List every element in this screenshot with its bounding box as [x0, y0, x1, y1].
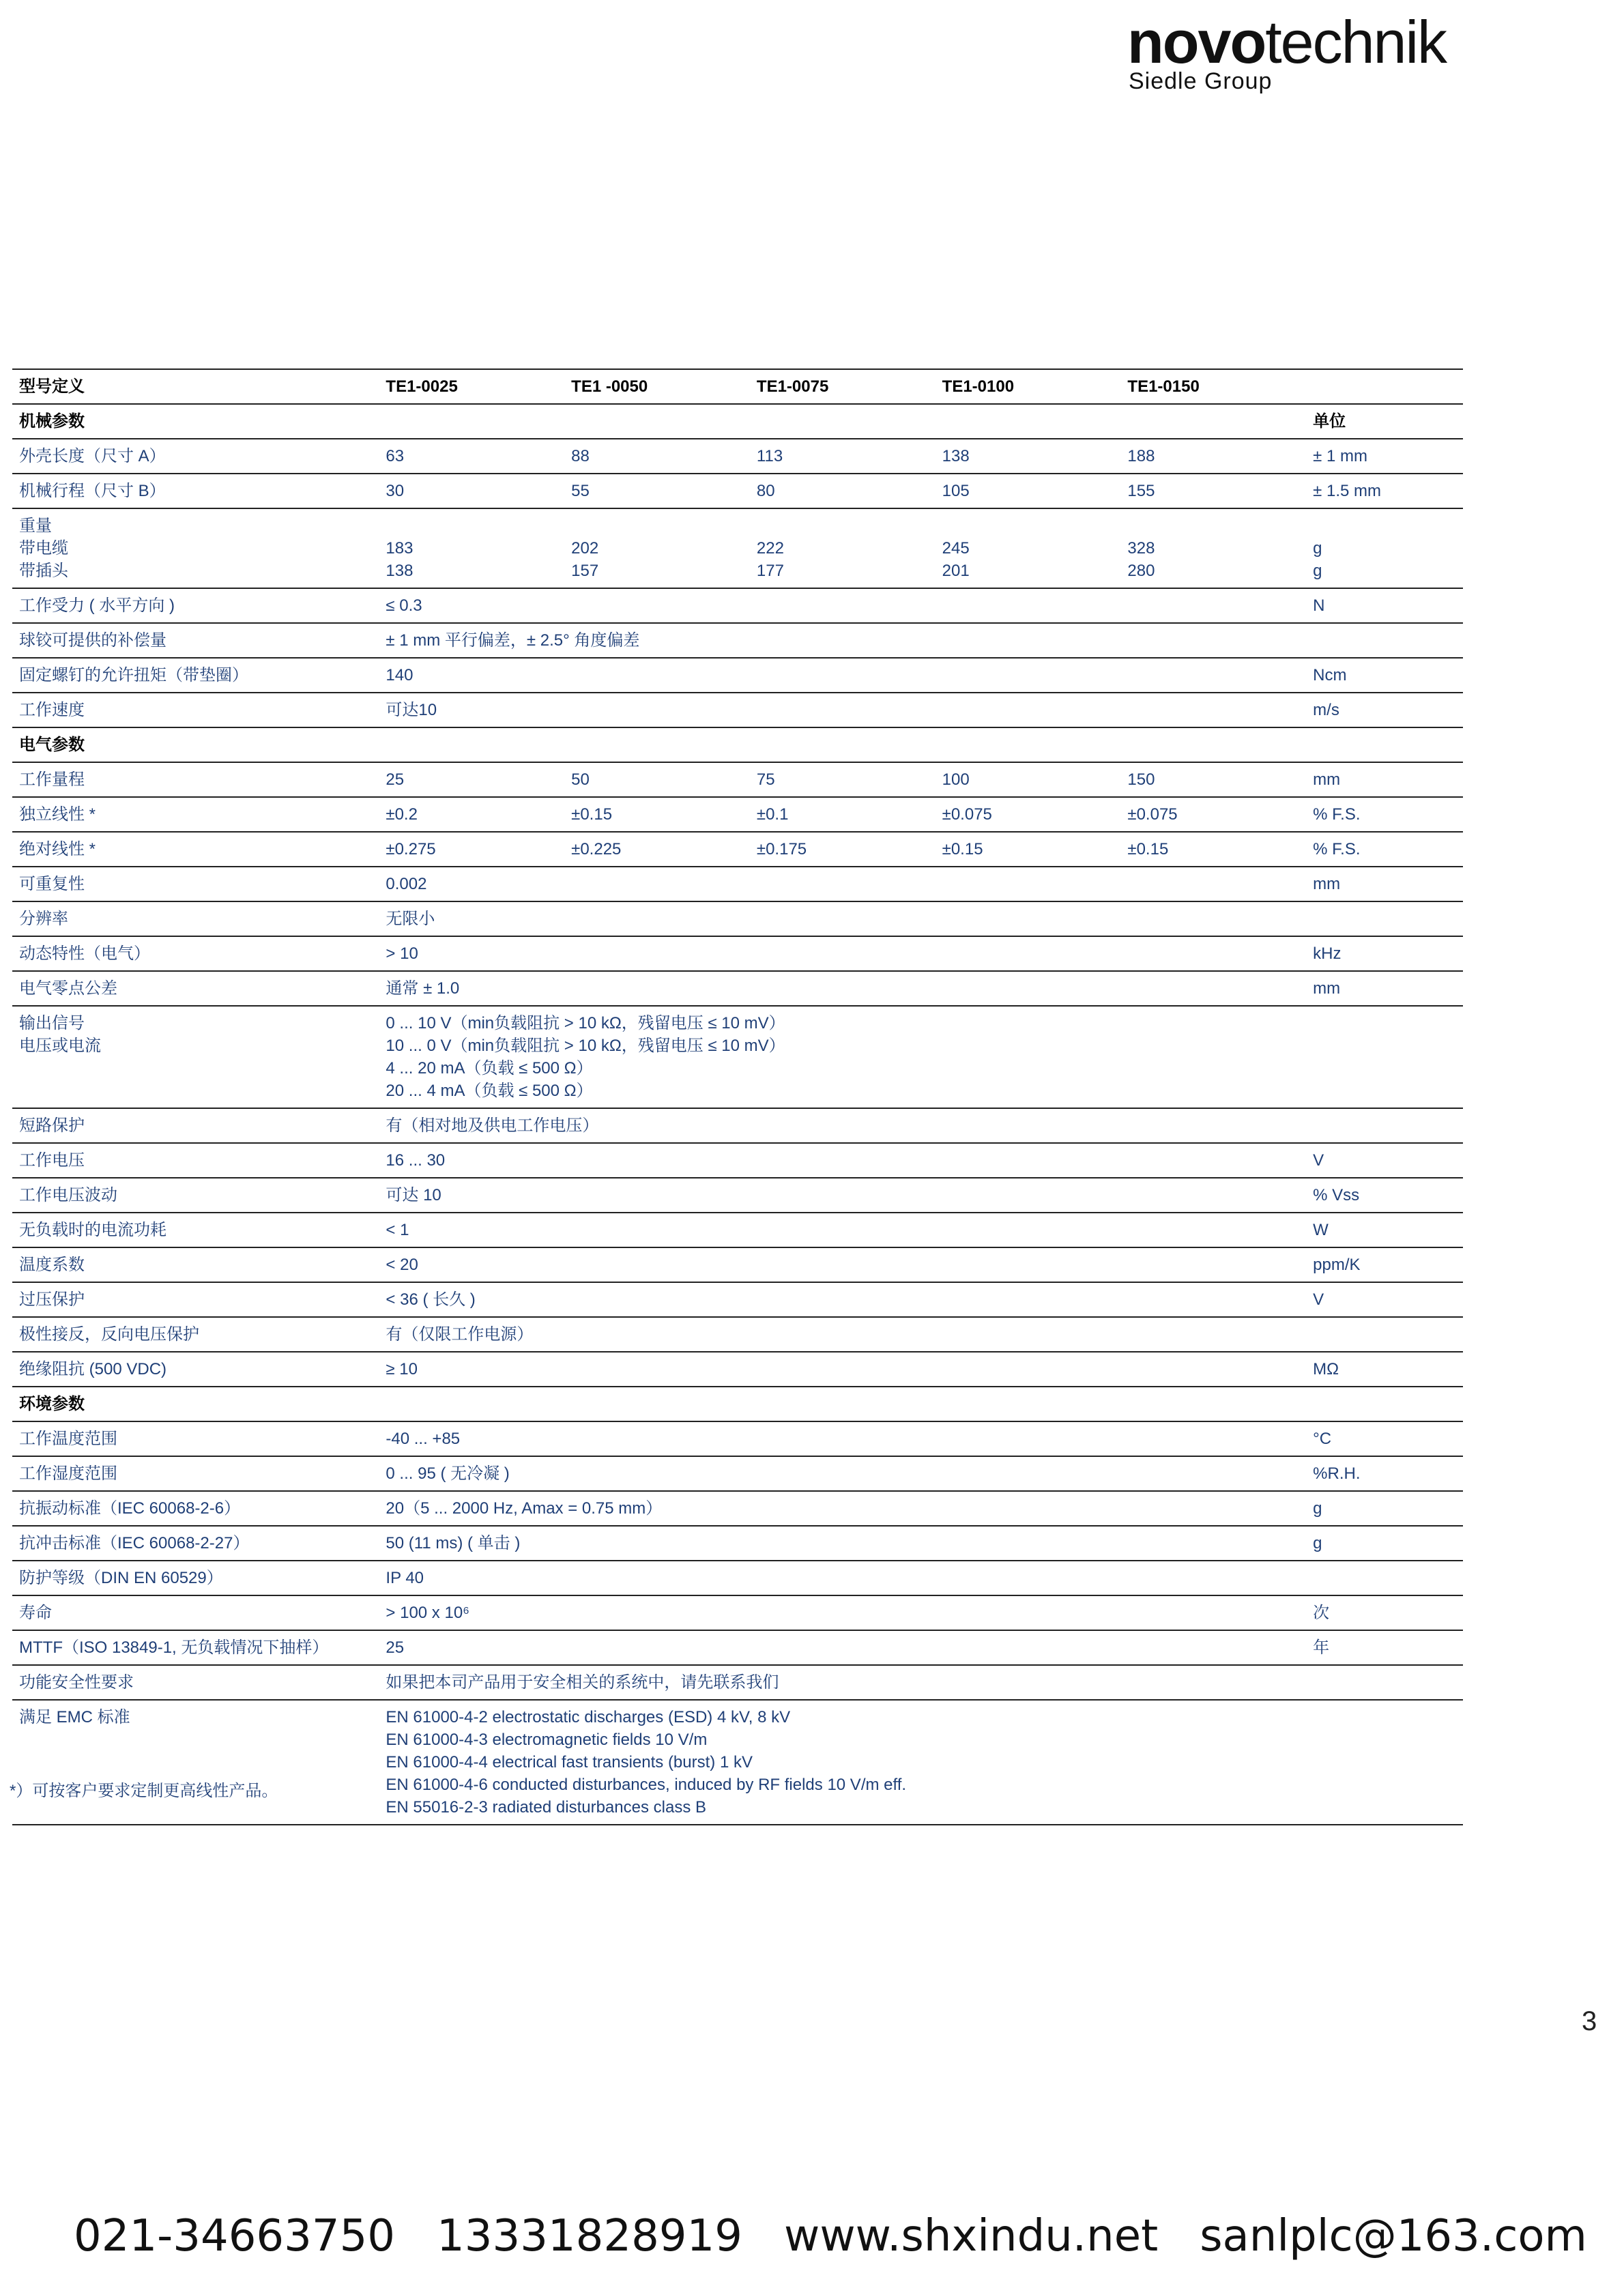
unit-cell — [1306, 1561, 1463, 1595]
model-header: TE1-0100 — [936, 369, 1121, 404]
param-label: 固定螺钉的允许扭矩（带垫圈） — [12, 658, 379, 693]
model-header: TE1 -0050 — [564, 369, 750, 404]
section-blank — [379, 727, 1306, 762]
table-row — [12, 1421, 1463, 1456]
value-cell: IP 40 — [379, 1561, 1306, 1595]
value-cell: 有（相对地及供电工作电压） — [379, 1108, 1306, 1143]
unit-cell — [1306, 727, 1463, 762]
table-row — [12, 1108, 1463, 1143]
table-row — [12, 1700, 1463, 1825]
value-cell: 55 — [564, 474, 750, 508]
table-row — [12, 1213, 1463, 1247]
param-label: 分辨率 — [12, 901, 379, 936]
value-cell: 50 — [564, 762, 750, 797]
unit-cell: mm — [1306, 971, 1463, 1006]
table-row — [12, 762, 1463, 797]
value-cell: 25 — [379, 1630, 1306, 1665]
param-label: 温度系数 — [12, 1247, 379, 1282]
value-cell: 155 — [1120, 474, 1306, 508]
value-cell: -40 ... +85 — [379, 1421, 1306, 1456]
param-label: 工作电压波动 — [12, 1178, 379, 1213]
unit-cell: N — [1306, 588, 1463, 623]
unit-cell: g — [1306, 1491, 1463, 1526]
unit-cell: Ncm — [1306, 658, 1463, 693]
value-cell: 0 ... 10 V（min负载阻抗 > 10 kΩ，残留电压 ≤ 10 mV） 10 ... 0 V（min负载阻抗 > 10 kΩ，残留电压 ≤ 10 mV） 4 ... 20 mA（负载 ≤ 500 Ω） 20 ... 4 mA（负载 ≤ 500 Ω） — [379, 1006, 1306, 1108]
unit-cell: % F.S. — [1306, 832, 1463, 867]
value-cell: 通常 ± 1.0 — [379, 971, 1306, 1006]
unit-cell: 年 — [1306, 1630, 1463, 1665]
unit-cell — [1306, 1665, 1463, 1700]
unit-cell: mm — [1306, 867, 1463, 901]
unit-cell: ppm/K — [1306, 1247, 1463, 1282]
value-cell: ≤ 0.3 — [379, 588, 1306, 623]
value-cell: 100 — [936, 762, 1121, 797]
param-label: 重量 带电缆 带插头 — [12, 508, 379, 588]
table-row — [12, 588, 1463, 623]
value-cell: 245 201 — [936, 508, 1121, 588]
value-cell: 50 (11 ms) ( 单击 ) — [379, 1526, 1306, 1561]
contact-website[interactable]: www.shxindu.net — [783, 2211, 1159, 2261]
param-label: 工作温度范围 — [12, 1421, 379, 1456]
param-label: 功能安全性要求 — [12, 1665, 379, 1700]
value-cell: < 1 — [379, 1213, 1306, 1247]
value-cell: 150 — [1120, 762, 1306, 797]
contact-phone: 021-34663750 — [74, 2211, 395, 2261]
value-cell: ±0.075 — [936, 797, 1121, 832]
value-cell: ±0.275 — [379, 832, 564, 867]
param-label: MTTF（ISO 13849-1, 无负载情况下抽样） — [12, 1630, 379, 1665]
value-cell: ± 1 mm 平行偏差，± 2.5° 角度偏差 — [379, 623, 1306, 658]
section-title: 机械参数 — [12, 404, 379, 439]
table-row — [12, 867, 1463, 901]
param-label: 独立线性 * — [12, 797, 379, 832]
param-label: 极性接反，反向电压保护 — [12, 1317, 379, 1352]
value-cell: 0 ... 95 ( 无冷凝 ) — [379, 1456, 1306, 1491]
value-cell: 20（5 ... 2000 Hz, Amax = 0.75 mm） — [379, 1491, 1306, 1526]
value-cell: 30 — [379, 474, 564, 508]
value-cell: ±0.1 — [750, 797, 936, 832]
table-row — [12, 1595, 1463, 1630]
value-cell: 80 — [750, 474, 936, 508]
unit-cell — [1306, 1006, 1463, 1108]
param-label: 抗振动标准（IEC 60068-2-6） — [12, 1491, 379, 1526]
table-row — [12, 1526, 1463, 1561]
value-cell: ±0.15 — [1120, 832, 1306, 867]
unit-cell: g g — [1306, 508, 1463, 588]
model-header: TE1-0025 — [379, 369, 564, 404]
value-cell: > 100 x 10⁶ — [379, 1595, 1306, 1630]
page-number: 3 — [1582, 2006, 1597, 2036]
table-row — [12, 1282, 1463, 1317]
param-label: 寿命 — [12, 1595, 379, 1630]
param-label: 绝对线性 * — [12, 832, 379, 867]
value-cell: ±0.075 — [1120, 797, 1306, 832]
param-label: 可重复性 — [12, 867, 379, 901]
value-cell: 16 ... 30 — [379, 1143, 1306, 1178]
table-row — [12, 508, 1463, 588]
value-cell: 75 — [750, 762, 936, 797]
contact-mobile: 13331828919 — [437, 2211, 742, 2261]
param-label: 动态特性（电气） — [12, 936, 379, 971]
param-label: 工作量程 — [12, 762, 379, 797]
value-cell: < 20 — [379, 1247, 1306, 1282]
logo-subtitle: Siedle Group — [1129, 68, 1273, 94]
unit-cell — [1306, 1387, 1463, 1421]
unit-header — [1306, 369, 1463, 404]
unit-cell: ± 1 mm — [1306, 439, 1463, 474]
value-cell: 138 — [936, 439, 1121, 474]
section-row — [12, 727, 1463, 762]
value-cell: 25 — [379, 762, 564, 797]
value-cell: ±0.15 — [936, 832, 1121, 867]
novotechnik-logo — [1127, 10, 1468, 95]
value-cell: ±0.2 — [379, 797, 564, 832]
value-cell: 有（仅限工作电源） — [379, 1317, 1306, 1352]
logo-wordmark: novotechnik — [1127, 8, 1447, 76]
unit-cell — [1306, 623, 1463, 658]
value-cell: ±0.225 — [564, 832, 750, 867]
param-label: 球铰可提供的补偿量 — [12, 623, 379, 658]
value-cell: 88 — [564, 439, 750, 474]
value-cell: 63 — [379, 439, 564, 474]
unit-cell: MΩ — [1306, 1352, 1463, 1387]
table-row — [12, 693, 1463, 727]
contact-line — [74, 2211, 1587, 2261]
param-label: 工作电压 — [12, 1143, 379, 1178]
value-cell: EN 61000-4-2 electrostatic discharges (ESD) 4 kV, 8 kV EN 61000-4-3 electromagnetic fields 10 V/m EN 61000-4-4 electrical fast transients (burst) 1 kV EN 61000-4-6 conducted disturbances, induced by RF fields 10 V/m eff. EN 55016-2-3 radiated disturbances class B — [379, 1700, 1306, 1825]
unit-cell — [1306, 1700, 1463, 1825]
table-row — [12, 1561, 1463, 1595]
table-row — [12, 832, 1463, 867]
table-row — [12, 623, 1463, 658]
value-cell: 如果把本司产品用于安全相关的系统中，请先联系我们 — [379, 1665, 1306, 1700]
contact-email[interactable]: sanlplc@163.com — [1200, 2211, 1587, 2261]
unit-cell: 单位 — [1306, 404, 1463, 439]
table-row — [12, 439, 1463, 474]
unit-cell: V — [1306, 1143, 1463, 1178]
section-title: 电气参数 — [12, 727, 379, 762]
value-cell: 328 280 — [1120, 508, 1306, 588]
table-row — [12, 1247, 1463, 1282]
table-row — [12, 474, 1463, 508]
param-label: 输出信号 电压或电流 — [12, 1006, 379, 1108]
model-header: TE1-0075 — [750, 369, 936, 404]
header-label: 型号定义 — [12, 369, 379, 404]
table-row — [12, 1456, 1463, 1491]
table-row — [12, 971, 1463, 1006]
footnote: *）可按客户要求定制更高线性产品。 — [10, 1782, 278, 1800]
table-row — [12, 1491, 1463, 1526]
value-cell: ±0.175 — [750, 832, 936, 867]
unit-cell: % Vss — [1306, 1178, 1463, 1213]
table-row — [12, 1317, 1463, 1352]
table-row — [12, 797, 1463, 832]
table-row — [12, 1630, 1463, 1665]
unit-cell: kHz — [1306, 936, 1463, 971]
value-cell: 0.002 — [379, 867, 1306, 901]
table-row — [12, 658, 1463, 693]
value-cell: 可达 10 — [379, 1178, 1306, 1213]
table-row — [12, 1178, 1463, 1213]
value-cell: 222 177 — [750, 508, 936, 588]
section-row — [12, 404, 1463, 439]
param-label: 工作受力 ( 水平方向 ) — [12, 588, 379, 623]
param-label: 无负载时的电流功耗 — [12, 1213, 379, 1247]
value-cell: > 10 — [379, 936, 1306, 971]
param-label: 工作湿度范围 — [12, 1456, 379, 1491]
unit-cell: mm — [1306, 762, 1463, 797]
param-label: 过压保护 — [12, 1282, 379, 1317]
spec-table — [12, 368, 1463, 1825]
value-cell: ±0.15 — [564, 797, 750, 832]
value-cell: 183 138 — [379, 508, 564, 588]
value-cell: 105 — [936, 474, 1121, 508]
table-row — [12, 1143, 1463, 1178]
unit-cell — [1306, 901, 1463, 936]
unit-cell: %R.H. — [1306, 1456, 1463, 1491]
param-label: 抗冲击标准（IEC 60068-2-27） — [12, 1526, 379, 1561]
value-cell: 113 — [750, 439, 936, 474]
section-row — [12, 1387, 1463, 1421]
param-label: 绝缘阻抗 (500 VDC) — [12, 1352, 379, 1387]
value-cell: 202 157 — [564, 508, 750, 588]
unit-cell — [1306, 1317, 1463, 1352]
param-label: 机械行程（尺寸 B） — [12, 474, 379, 508]
unit-cell: V — [1306, 1282, 1463, 1317]
value-cell: 可达10 — [379, 693, 1306, 727]
table-row — [12, 936, 1463, 971]
unit-cell: W — [1306, 1213, 1463, 1247]
value-cell: 188 — [1120, 439, 1306, 474]
table-row — [12, 1352, 1463, 1387]
unit-cell: ± 1.5 mm — [1306, 474, 1463, 508]
section-blank — [379, 1387, 1306, 1421]
param-label: 外壳长度（尺寸 A） — [12, 439, 379, 474]
unit-cell: % F.S. — [1306, 797, 1463, 832]
table-row — [12, 1006, 1463, 1108]
unit-cell: 次 — [1306, 1595, 1463, 1630]
value-cell: 140 — [379, 658, 1306, 693]
unit-cell: g — [1306, 1526, 1463, 1561]
unit-cell: °C — [1306, 1421, 1463, 1456]
table-row — [12, 1665, 1463, 1700]
section-title: 环境参数 — [12, 1387, 379, 1421]
param-label: 电气零点公差 — [12, 971, 379, 1006]
param-label: 防护等级（DIN EN 60529） — [12, 1561, 379, 1595]
value-cell: 无限小 — [379, 901, 1306, 936]
param-label: 工作速度 — [12, 693, 379, 727]
param-label: 短路保护 — [12, 1108, 379, 1143]
param-label: 满足 EMC 标准 — [12, 1700, 379, 1825]
unit-cell — [1306, 1108, 1463, 1143]
model-header: TE1-0150 — [1120, 369, 1306, 404]
unit-cell: m/s — [1306, 693, 1463, 727]
value-cell: ≥ 10 — [379, 1352, 1306, 1387]
table-header-row — [12, 369, 1463, 404]
table-row — [12, 901, 1463, 936]
section-blank — [379, 404, 1306, 439]
value-cell: < 36 ( 长久 ) — [379, 1282, 1306, 1317]
